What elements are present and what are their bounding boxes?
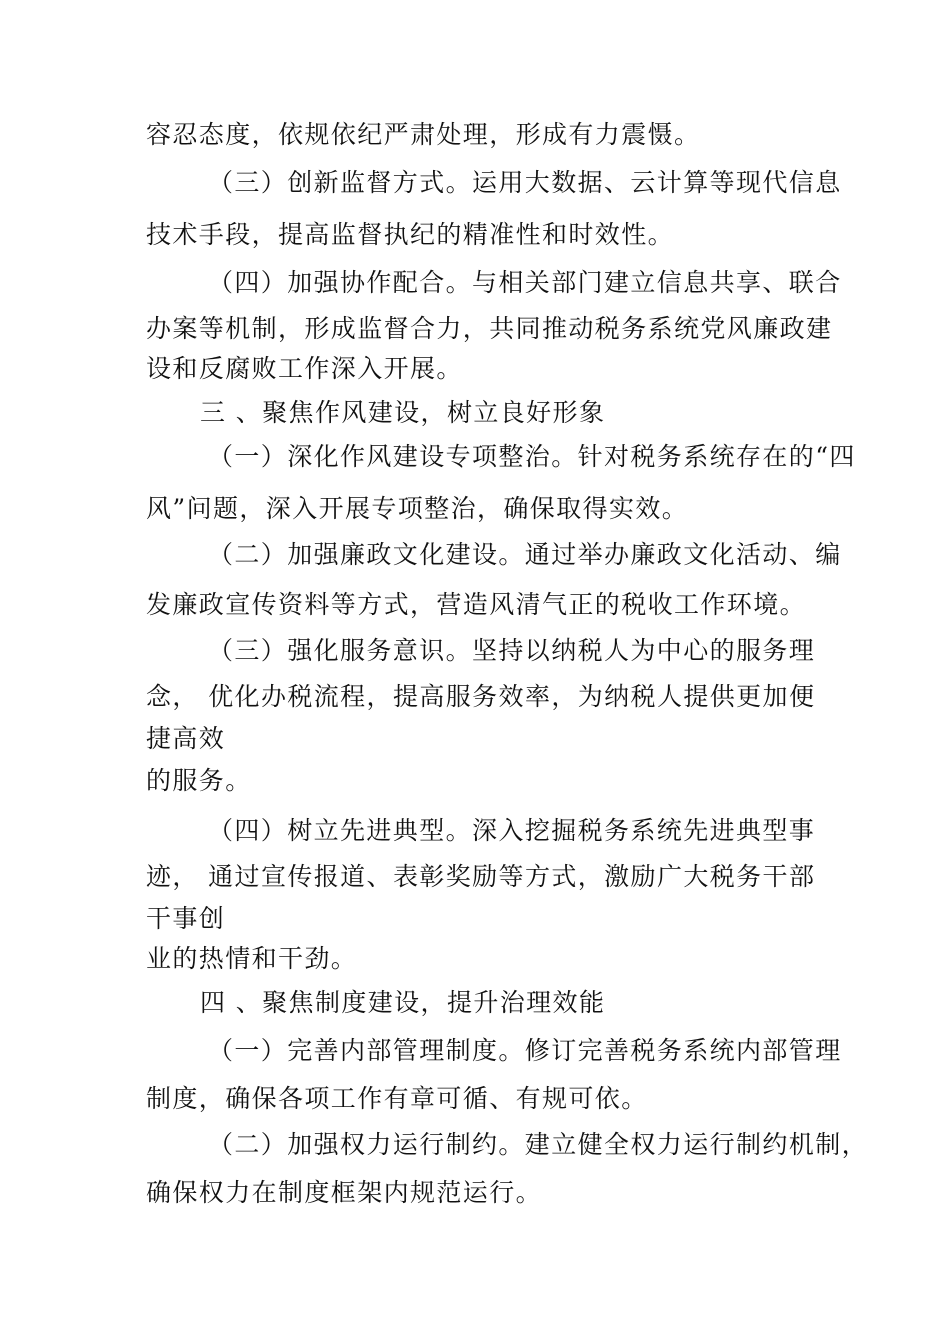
text-line: 捷高效 — [146, 724, 226, 753]
text-line: 技术手段，提高监督执纪的精准性和时效性。 — [146, 220, 675, 249]
text-line: 的服务。 — [146, 766, 252, 795]
text-line: 办案等机制，形成监督合力，共同推动税务系统党风廉政建 — [146, 314, 833, 343]
paragraph-first-line: （二）加强廉政文化建设。通过举办廉政文化活动、编 — [208, 540, 842, 569]
paragraph-first-line: （四）加强协作配合。与相关部门建立信息共享、联合 — [208, 268, 842, 297]
section-heading: 三 、聚焦作风建设，树立良好形象 — [200, 398, 606, 427]
paragraph-first-line: （三）创新监督方式。运用大数据、云计算等现代信息 — [208, 168, 842, 197]
text-line: 发廉政宣传资料等方式，营造风清气正的税收工作环境。 — [146, 590, 807, 619]
text-line: 迹， 通过宣传报道、表彰奖励等方式，激励广大税务干部 — [146, 862, 816, 891]
text-line: 风”问题，深入开展专项整治，确保取得实效。 — [146, 494, 689, 523]
text-line: 业的热情和干劲。 — [146, 944, 358, 973]
section-heading: 四 、聚焦制度建设，提升治理效能 — [200, 988, 606, 1017]
text-line: 制度，确保各项工作有章可循、有规可依。 — [146, 1084, 648, 1113]
text-line: 确保权力在制度框架内规范运行。 — [146, 1178, 543, 1207]
paragraph-first-line: （三）强化服务意识。坚持以纳税人为中心的服务理 — [208, 636, 816, 665]
paragraph-first-line: （一）深化作风建设专项整治。针对税务系统存在的“四 — [208, 442, 856, 471]
paragraph-first-line: （二）加强权力运行制约。建立健全权力运行制约机制， — [208, 1130, 869, 1159]
text-line: 容忍态度，依规依纪严肃处理，形成有力震慑。 — [146, 120, 701, 149]
text-line: 干事创 — [146, 904, 226, 933]
text-line: 念， 优化办税流程，提高服务效率，为纳税人提供更加便 — [146, 682, 816, 711]
paragraph-first-line: （一）完善内部管理制度。修订完善税务系统内部管理 — [208, 1036, 842, 1065]
paragraph-first-line: （四）树立先进典型。深入挖掘税务系统先进典型事 — [208, 816, 816, 845]
text-line: 设和反腐败工作深入开展。 — [146, 354, 463, 383]
